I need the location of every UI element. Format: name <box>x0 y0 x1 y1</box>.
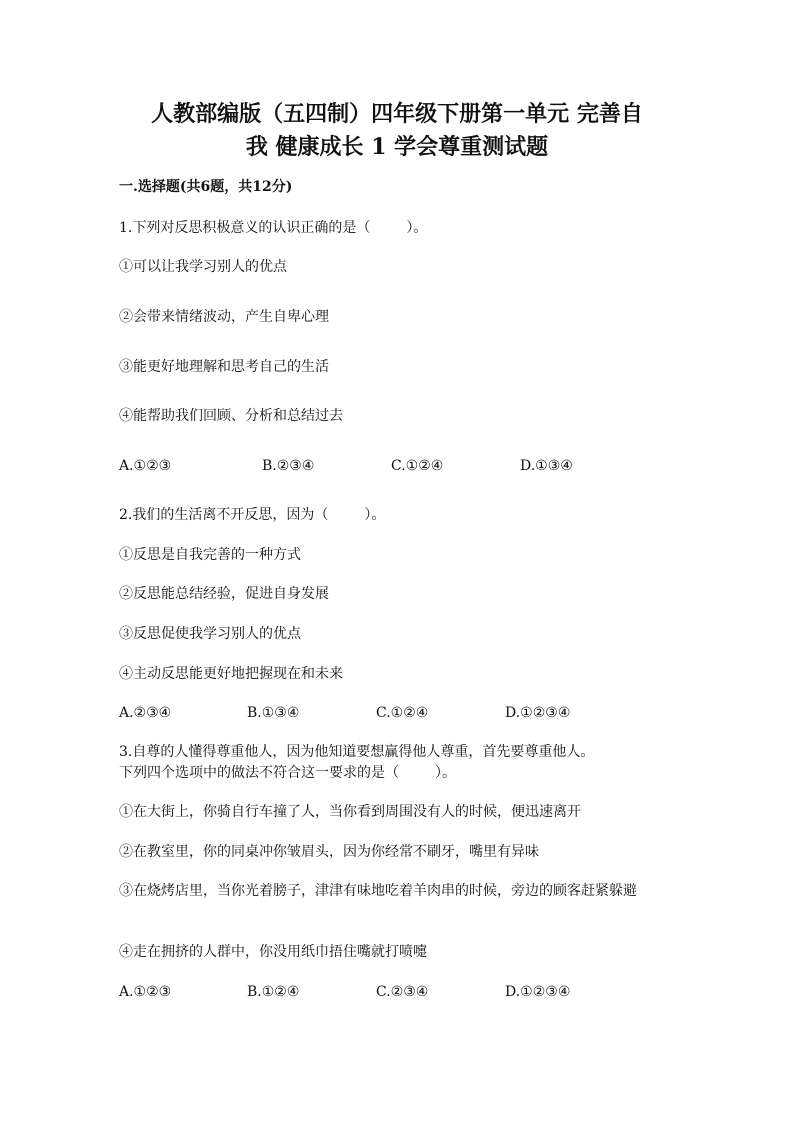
question-2-option-d: D.①②③④ <box>505 705 571 721</box>
question-1-option-c: C.①②④ <box>391 458 444 474</box>
question-2-item-4: ④主动反思能更好地把握现在和未来 <box>119 666 343 682</box>
question-1-option-a: A.①②③ <box>119 458 172 474</box>
section-header: 一.选择题(共6题，共12分) <box>119 179 293 195</box>
question-3-option-d: D.①②③④ <box>505 984 571 1000</box>
question-1-option-d: D.①③④ <box>520 458 573 474</box>
question-2-option-c: C.①②④ <box>376 705 429 721</box>
question-1-item-3: ③能更好地理解和思考自己的生活 <box>119 359 329 375</box>
question-2-item-3: ③反思促使我学习别人的优点 <box>119 626 301 642</box>
question-2-stem: 2.我们的生活离不开反思，因为（ ）。 <box>119 507 386 523</box>
question-2-option-a: A.②③④ <box>119 705 172 721</box>
question-3-stem-line-2: 下列四个选项中的做法不符合这一要求的是（ ）。 <box>119 765 456 781</box>
page-title-line-2: 我 健康成长 1 学会尊重测试题 <box>245 134 549 160</box>
question-1-stem: 1.下列对反思积极意义的认识正确的是（ ）。 <box>119 220 428 236</box>
question-3-item-2: ②在教室里，你的同桌冲你皱眉头，因为你经常不刷牙，嘴里有异味 <box>119 844 539 860</box>
question-1-item-1: ①可以让我学习别人的优点 <box>119 259 287 275</box>
question-1-item-2: ②会带来情绪波动，产生自卑心理 <box>119 309 329 325</box>
question-3-stem-line-1: 3.自尊的人懂得尊重他人，因为他知道要想赢得他人尊重，首先要尊重他人。 <box>119 744 595 760</box>
question-3-option-b: B.①②④ <box>247 984 300 1000</box>
question-3-option-a: A.①②③ <box>119 984 172 1000</box>
question-1-option-b: B.②③④ <box>262 458 315 474</box>
question-2-item-2: ②反思能总结经验，促进自身发展 <box>119 586 329 602</box>
question-3-item-4: ④走在拥挤的人群中，你没用纸巾捂住嘴就打喷嚏 <box>119 944 427 960</box>
page-title-line-1: 人教部编版（五四制）四年级下册第一单元 完善自 <box>151 101 643 127</box>
question-3-item-1: ①在大街上，你骑自行车撞了人，当你看到周围没有人的时候，便迅速离开 <box>119 804 581 820</box>
question-1-item-4: ④能帮助我们回顾、分析和总结过去 <box>119 408 343 424</box>
question-3-option-c: C.②③④ <box>376 984 429 1000</box>
question-2-item-1: ①反思是自我完善的一种方式 <box>119 547 301 563</box>
question-3-item-3: ③在烧烤店里，当你光着膀子，津津有味地吃着羊肉串的时候，旁边的顾客赶紧躲避 <box>119 883 637 899</box>
question-2-option-b: B.①③④ <box>247 705 300 721</box>
